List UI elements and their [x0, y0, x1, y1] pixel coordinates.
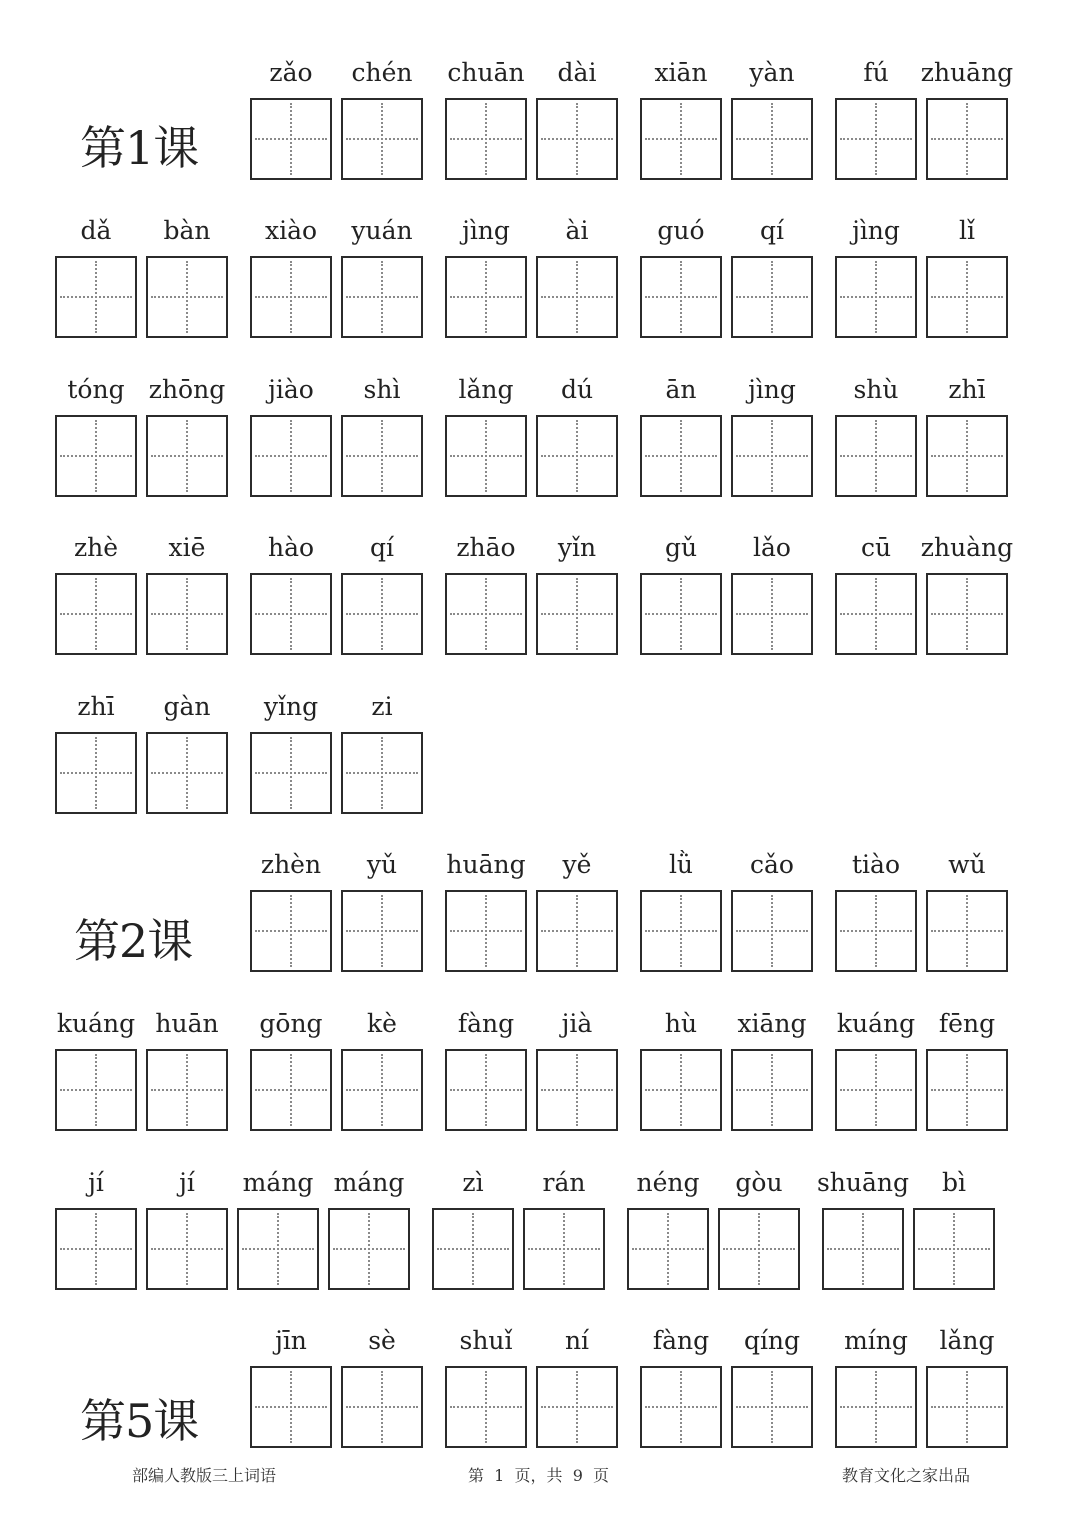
pinyin-label: jìng — [748, 375, 796, 404]
pinyin-label: lǐ — [959, 216, 975, 245]
grid-guide-vertical — [771, 1054, 773, 1126]
writing-grid-box[interactable] — [731, 890, 813, 972]
pinyin-label: zì — [462, 1168, 484, 1197]
writing-grid-box[interactable] — [640, 573, 722, 655]
grid-guide-vertical — [563, 1213, 565, 1285]
writing-grid-box[interactable] — [146, 732, 228, 814]
writing-grid-box[interactable] — [926, 415, 1008, 497]
pinyin-label: yàn — [749, 58, 795, 87]
grid-guide-vertical — [771, 103, 773, 175]
grid-guide-vertical — [875, 261, 877, 333]
footer-book-title: 部编人教版三上词语 — [132, 1466, 277, 1485]
writing-grid-box[interactable] — [536, 1366, 618, 1448]
writing-grid-box[interactable] — [250, 732, 332, 814]
word-group — [835, 533, 1014, 657]
writing-grid-box[interactable] — [731, 98, 813, 180]
pinyin-label: chuān — [447, 58, 525, 87]
grid-guide-vertical — [95, 1213, 97, 1285]
grid-guide-vertical — [875, 103, 877, 175]
word-group — [640, 58, 813, 182]
word-group — [835, 58, 1014, 182]
grid-guide-vertical — [966, 261, 968, 333]
grid-guide-vertical — [381, 895, 383, 967]
grid-guide-vertical — [680, 261, 682, 333]
word-group — [445, 1326, 618, 1450]
pinyin-label: jiào — [268, 375, 314, 404]
writing-grid-box[interactable] — [835, 415, 917, 497]
word-group — [250, 692, 423, 816]
pinyin-label: xiào — [264, 216, 318, 245]
writing-grid-box[interactable] — [445, 890, 527, 972]
writing-grid-box[interactable] — [926, 890, 1008, 972]
pinyin-label: gōng — [259, 1009, 323, 1038]
grid-guide-vertical — [381, 420, 383, 492]
pinyin-label: jí — [179, 1168, 195, 1197]
pinyin-label: jià — [561, 1009, 593, 1038]
writing-grid-box[interactable] — [640, 256, 722, 338]
pinyin-label: xiān — [654, 58, 708, 87]
writing-grid-box[interactable] — [445, 1366, 527, 1448]
writing-grid-box[interactable] — [536, 1049, 618, 1131]
pinyin-label: máng — [333, 1168, 405, 1197]
writing-grid-box[interactable] — [250, 98, 332, 180]
word-group — [250, 375, 423, 499]
grid-guide-vertical — [186, 1213, 188, 1285]
writing-grid-box[interactable] — [250, 890, 332, 972]
pinyin-label: bàn — [163, 216, 211, 245]
grid-guide-vertical — [290, 737, 292, 809]
writing-grid-box[interactable] — [731, 1366, 813, 1448]
pinyin-label: shì — [363, 375, 401, 404]
grid-guide-vertical — [485, 103, 487, 175]
pinyin-label: dǎ — [80, 216, 112, 245]
grid-guide-vertical — [576, 1371, 578, 1443]
grid-guide-vertical — [472, 1213, 474, 1285]
writing-grid-box[interactable] — [55, 1208, 137, 1290]
lesson-5-title: 第5课 — [80, 1394, 199, 1448]
writing-grid-box[interactable] — [55, 415, 137, 497]
writing-grid-box[interactable] — [731, 1049, 813, 1131]
grid-guide-vertical — [966, 420, 968, 492]
grid-guide-vertical — [95, 1054, 97, 1126]
writing-grid-box[interactable] — [445, 256, 527, 338]
writing-grid-box[interactable] — [640, 98, 722, 180]
writing-grid-box[interactable] — [146, 573, 228, 655]
grid-guide-vertical — [485, 578, 487, 650]
grid-guide-vertical — [485, 261, 487, 333]
pinyin-label: fàng — [457, 1009, 515, 1038]
writing-grid-box[interactable] — [822, 1208, 904, 1290]
grid-guide-vertical — [485, 420, 487, 492]
writing-grid-box[interactable] — [640, 1366, 722, 1448]
writing-grid-box[interactable] — [536, 890, 618, 972]
word-group — [835, 375, 1008, 499]
writing-grid-box[interactable] — [250, 573, 332, 655]
word-group — [55, 1009, 228, 1133]
pinyin-label: ài — [565, 216, 589, 245]
writing-grid-box[interactable] — [55, 256, 137, 338]
pinyin-label: míng — [844, 1326, 908, 1355]
writing-grid-box[interactable] — [731, 256, 813, 338]
grid-guide-vertical — [576, 103, 578, 175]
writing-grid-box[interactable] — [250, 415, 332, 497]
writing-grid-box[interactable] — [341, 98, 423, 180]
pinyin-label: gàn — [163, 692, 211, 721]
writing-grid-box[interactable] — [237, 1208, 319, 1290]
word-group — [627, 1168, 800, 1292]
grid-guide-vertical — [485, 895, 487, 967]
writing-grid-box[interactable] — [835, 256, 917, 338]
lesson-1-title: 第1课 — [80, 121, 199, 175]
pinyin-label: zhuāng — [920, 58, 1014, 87]
pinyin-label: xiē — [168, 533, 206, 562]
writing-grid-box[interactable] — [835, 1049, 917, 1131]
grid-guide-vertical — [862, 1213, 864, 1285]
pinyin-label: cǎo — [750, 850, 794, 879]
pinyin-label: lǜ — [668, 850, 694, 879]
pinyin-label: jìng — [852, 216, 900, 245]
writing-grid-box[interactable] — [835, 890, 917, 972]
writing-grid-box[interactable] — [536, 98, 618, 180]
writing-grid-box[interactable] — [731, 573, 813, 655]
grid-guide-vertical — [368, 1213, 370, 1285]
grid-guide-vertical — [953, 1213, 955, 1285]
pinyin-label: cū — [860, 533, 892, 562]
grid-guide-vertical — [875, 578, 877, 650]
grid-guide-vertical — [381, 103, 383, 175]
writing-grid-box[interactable] — [445, 1049, 527, 1131]
writing-grid-box[interactable] — [536, 256, 618, 338]
writing-grid-box[interactable] — [536, 415, 618, 497]
pinyin-label: lǎng — [458, 375, 514, 404]
word-group — [432, 1168, 605, 1292]
word-group — [55, 692, 228, 816]
writing-grid-box[interactable] — [835, 573, 917, 655]
writing-grid-box[interactable] — [341, 890, 423, 972]
word-group — [835, 850, 1008, 974]
grid-guide-vertical — [576, 578, 578, 650]
writing-grid-box[interactable] — [536, 573, 618, 655]
writing-grid-box[interactable] — [835, 98, 917, 180]
writing-grid-box[interactable] — [341, 415, 423, 497]
pinyin-label: guó — [657, 216, 705, 245]
word-group — [250, 58, 423, 182]
grid-guide-vertical — [381, 1054, 383, 1126]
pinyin-label: shuāng — [816, 1168, 910, 1197]
pinyin-label: bì — [942, 1168, 966, 1197]
pinyin-label: kuáng — [56, 1009, 136, 1038]
grid-guide-vertical — [875, 895, 877, 967]
writing-grid-box[interactable] — [627, 1208, 709, 1290]
pinyin-label: zhuàng — [920, 533, 1014, 562]
grid-guide-vertical — [95, 578, 97, 650]
pinyin-label: lǎng — [939, 1326, 995, 1355]
grid-guide-vertical — [771, 895, 773, 967]
pinyin-label: zhī — [948, 375, 986, 404]
grid-guide-vertical — [290, 1371, 292, 1443]
writing-grid-box[interactable] — [913, 1208, 995, 1290]
grid-guide-vertical — [680, 1054, 682, 1126]
word-group — [445, 58, 618, 182]
footer-page-number: 第 1 页，共 9 页 — [468, 1466, 610, 1485]
word-group — [640, 216, 813, 340]
grid-guide-vertical — [875, 1371, 877, 1443]
writing-grid-box[interactable] — [432, 1208, 514, 1290]
pinyin-label: dài — [557, 58, 597, 87]
word-group — [250, 216, 423, 340]
grid-guide-vertical — [966, 1054, 968, 1126]
grid-guide-vertical — [576, 420, 578, 492]
grid-guide-vertical — [875, 420, 877, 492]
word-group — [640, 850, 813, 974]
pinyin-label: huān — [155, 1009, 219, 1038]
word-group — [55, 1168, 410, 1292]
pinyin-label: kè — [367, 1009, 397, 1038]
grid-guide-vertical — [485, 1054, 487, 1126]
writing-grid-box[interactable] — [250, 1049, 332, 1131]
grid-guide-vertical — [680, 578, 682, 650]
pinyin-label: fàng — [652, 1326, 710, 1355]
grid-guide-vertical — [186, 1054, 188, 1126]
pinyin-label: hù — [664, 1009, 698, 1038]
grid-guide-vertical — [381, 1371, 383, 1443]
grid-guide-vertical — [186, 261, 188, 333]
writing-grid-box[interactable] — [341, 1049, 423, 1131]
grid-guide-vertical — [381, 578, 383, 650]
word-group — [445, 850, 618, 974]
pinyin-label: néng — [636, 1168, 700, 1197]
grid-guide-vertical — [966, 578, 968, 650]
word-group — [835, 1009, 1008, 1133]
pinyin-label: chén — [351, 58, 413, 87]
pinyin-label: shuǐ — [459, 1326, 513, 1355]
pinyin-label: ní — [564, 1326, 590, 1355]
pinyin-label: zhèn — [260, 850, 322, 879]
writing-grid-box[interactable] — [926, 98, 1008, 180]
pinyin-label: zhōng — [148, 375, 226, 404]
writing-grid-box[interactable] — [835, 1366, 917, 1448]
pinyin-label: xiāng — [737, 1009, 807, 1038]
grid-guide-vertical — [381, 261, 383, 333]
grid-guide-vertical — [290, 578, 292, 650]
writing-grid-box[interactable] — [445, 573, 527, 655]
grid-guide-vertical — [290, 895, 292, 967]
pinyin-label: zi — [371, 692, 393, 721]
pinyin-label: fēng — [938, 1009, 996, 1038]
writing-grid-box[interactable] — [926, 256, 1008, 338]
pinyin-label: tóng — [67, 375, 125, 404]
pinyin-label: tiào — [852, 850, 900, 879]
pinyin-label: gǔ — [664, 533, 698, 562]
word-group — [445, 1009, 618, 1133]
grid-guide-vertical — [485, 1371, 487, 1443]
writing-grid-box[interactable] — [341, 256, 423, 338]
pinyin-label: yǐng — [263, 692, 319, 721]
pinyin-label: gòu — [735, 1168, 783, 1197]
pinyin-label: zǎo — [269, 58, 313, 87]
grid-guide-vertical — [966, 1371, 968, 1443]
lesson-2-title: 第2课 — [74, 914, 193, 968]
word-group — [55, 375, 228, 499]
word-group — [816, 1168, 995, 1292]
writing-grid-box[interactable] — [718, 1208, 800, 1290]
word-group — [445, 375, 618, 499]
writing-grid-box[interactable] — [250, 256, 332, 338]
writing-grid-box[interactable] — [523, 1208, 605, 1290]
word-group — [640, 533, 813, 657]
grid-guide-vertical — [290, 420, 292, 492]
pinyin-label: zhè — [73, 533, 119, 562]
word-group — [55, 216, 228, 340]
writing-grid-box[interactable] — [926, 573, 1008, 655]
grid-guide-vertical — [576, 895, 578, 967]
word-group — [640, 1326, 813, 1450]
grid-guide-vertical — [771, 578, 773, 650]
writing-grid-box[interactable] — [341, 732, 423, 814]
word-group — [445, 216, 618, 340]
grid-guide-vertical — [95, 737, 97, 809]
writing-grid-box[interactable] — [146, 1208, 228, 1290]
pinyin-label: jìng — [462, 216, 510, 245]
writing-grid-box[interactable] — [445, 98, 527, 180]
pinyin-label: zhī — [77, 692, 115, 721]
pinyin-label: zhāo — [456, 533, 516, 562]
grid-guide-vertical — [186, 737, 188, 809]
grid-guide-vertical — [95, 420, 97, 492]
grid-guide-vertical — [680, 895, 682, 967]
writing-grid-box[interactable] — [146, 256, 228, 338]
grid-guide-vertical — [966, 103, 968, 175]
word-group — [250, 1009, 423, 1133]
word-group — [250, 533, 423, 657]
word-group — [835, 216, 1008, 340]
writing-grid-box[interactable] — [341, 1366, 423, 1448]
grid-guide-vertical — [290, 103, 292, 175]
pinyin-label: kuáng — [836, 1009, 916, 1038]
grid-guide-vertical — [186, 420, 188, 492]
pinyin-label: yuán — [351, 216, 413, 245]
grid-guide-vertical — [680, 1371, 682, 1443]
writing-grid-box[interactable] — [146, 1049, 228, 1131]
grid-guide-vertical — [771, 261, 773, 333]
writing-grid-box[interactable] — [926, 1049, 1008, 1131]
word-group — [640, 375, 813, 499]
pinyin-label: fú — [863, 58, 889, 87]
writing-grid-box[interactable] — [55, 732, 137, 814]
writing-grid-box[interactable] — [640, 1049, 722, 1131]
grid-guide-vertical — [381, 737, 383, 809]
pinyin-label: qí — [370, 533, 394, 562]
pinyin-label: yǔ — [366, 850, 398, 879]
pinyin-label: jīn — [275, 1326, 307, 1355]
writing-grid-box[interactable] — [445, 415, 527, 497]
pinyin-label: qíng — [743, 1326, 801, 1355]
grid-guide-vertical — [277, 1213, 279, 1285]
pinyin-label: huāng — [446, 850, 526, 879]
word-group — [250, 1326, 423, 1450]
writing-grid-box[interactable] — [146, 415, 228, 497]
writing-grid-box[interactable] — [341, 573, 423, 655]
writing-grid-box[interactable] — [328, 1208, 410, 1290]
pinyin-label: yǐn — [557, 533, 597, 562]
word-group — [835, 1326, 1008, 1450]
grid-guide-vertical — [95, 261, 97, 333]
grid-guide-vertical — [576, 1054, 578, 1126]
grid-guide-vertical — [966, 895, 968, 967]
grid-guide-vertical — [875, 1054, 877, 1126]
word-group — [640, 1009, 813, 1133]
word-group — [250, 850, 423, 974]
pinyin-label: sè — [368, 1326, 396, 1355]
pinyin-label: qí — [760, 216, 784, 245]
pinyin-label: lǎo — [753, 533, 791, 562]
grid-guide-vertical — [771, 420, 773, 492]
writing-grid-box[interactable] — [250, 1366, 332, 1448]
grid-guide-vertical — [186, 578, 188, 650]
grid-guide-vertical — [290, 1054, 292, 1126]
pinyin-label: dú — [560, 375, 594, 404]
pinyin-label: ān — [665, 375, 697, 404]
grid-guide-vertical — [680, 420, 682, 492]
word-group — [55, 533, 228, 657]
pinyin-label: wǔ — [948, 850, 986, 879]
grid-guide-vertical — [758, 1213, 760, 1285]
writing-grid-box[interactable] — [55, 1049, 137, 1131]
writing-grid-box[interactable] — [55, 573, 137, 655]
pinyin-label: yě — [562, 850, 592, 879]
pinyin-label: jí — [88, 1168, 104, 1197]
writing-grid-box[interactable] — [926, 1366, 1008, 1448]
writing-grid-box[interactable] — [640, 415, 722, 497]
writing-grid-box[interactable] — [640, 890, 722, 972]
grid-guide-vertical — [290, 261, 292, 333]
word-group — [445, 533, 618, 657]
grid-guide-vertical — [771, 1371, 773, 1443]
writing-grid-box[interactable] — [731, 415, 813, 497]
pinyin-label: hào — [267, 533, 315, 562]
pinyin-label: máng — [242, 1168, 314, 1197]
grid-guide-vertical — [576, 261, 578, 333]
footer-publisher: 教育文化之家出品 — [842, 1466, 971, 1485]
pinyin-label: rán — [542, 1168, 586, 1197]
pinyin-label: shù — [853, 375, 899, 404]
grid-guide-vertical — [680, 103, 682, 175]
grid-guide-vertical — [667, 1213, 669, 1285]
